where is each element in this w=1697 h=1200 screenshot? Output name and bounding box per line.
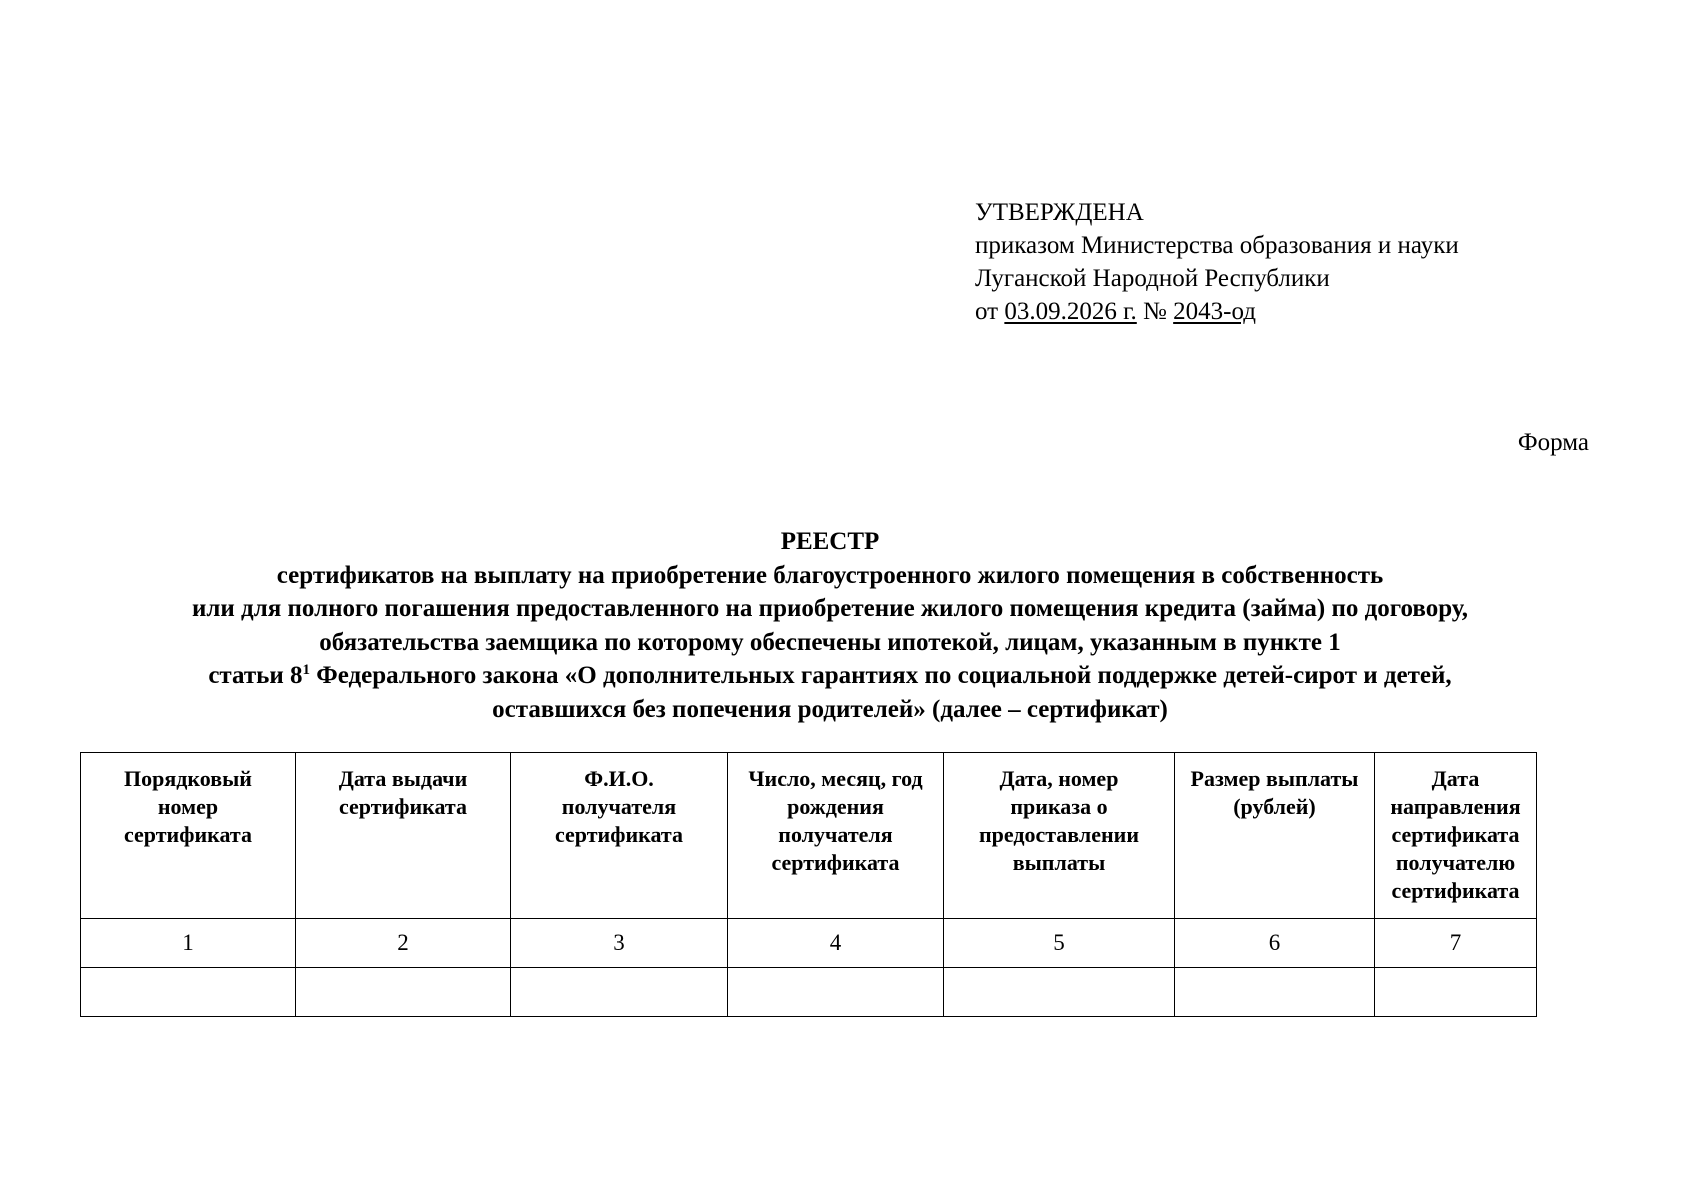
empty-cell: [511, 968, 728, 1017]
number-prefix: №: [1136, 298, 1174, 325]
header-cell-3: Ф.И.О. получателя сертификата: [511, 753, 728, 919]
registry-table: [80, 752, 1537, 1017]
order-date: 03.09.2026 г.: [1004, 298, 1137, 325]
document-heading: [60, 525, 1600, 726]
approval-title: УТВЕРЖДЕНА: [975, 199, 1144, 226]
empty-cell: [1375, 968, 1537, 1017]
date-prefix: от: [975, 298, 1005, 325]
article-superscript: 1: [302, 662, 311, 678]
header-cell-6: Размер выплаты (рублей): [1175, 753, 1375, 919]
heading-line-4-end: Федерального закона «О дополнительных гарантиях по социальной поддержке детей-сирот и детей,: [310, 662, 1452, 689]
heading-title: РЕЕСТР: [780, 528, 880, 555]
column-number-cell: 6: [1175, 919, 1375, 968]
column-number-cell: 5: [944, 919, 1175, 968]
empty-cell: [296, 968, 511, 1017]
column-number-cell: 1: [81, 919, 296, 968]
heading-line-2: или для полного погашения предоставленного на приобретение жилого помещения кредита (займа) по договору,: [191, 595, 1469, 622]
empty-cell: [1175, 968, 1375, 1017]
column-number-cell: 2: [296, 919, 511, 968]
table-header-row: [81, 753, 1537, 919]
column-number-cell: 7: [1375, 919, 1537, 968]
table-row: [81, 968, 1537, 1017]
heading-line-1: сертификатов на выплату на приобретение благоустроенного жилого помещения в собственность: [276, 561, 1384, 589]
header-cell-5: Дата, номер приказа о предоставлении выплаты: [944, 753, 1175, 919]
approval-date-line: [975, 295, 1459, 328]
column-number-cell: 3: [511, 919, 728, 968]
approval-block: [975, 196, 1459, 328]
heading-line-4-start: статьи 8: [208, 662, 303, 689]
empty-cell: [728, 968, 944, 1017]
order-number: 2043-од: [1173, 298, 1256, 325]
approval-issuer: приказом Министерства образования и науки: [975, 232, 1459, 259]
heading-line-4: [60, 659, 1600, 693]
header-cell-1: Порядковый номер сертификата: [81, 753, 296, 919]
header-cell-2: Дата выдачи сертификата: [296, 753, 511, 919]
approval-republic: Луганской Народной Республики: [975, 265, 1330, 292]
empty-cell: [944, 968, 1175, 1017]
empty-cell: [81, 968, 296, 1017]
column-number-cell: 4: [728, 919, 944, 968]
form-label: Форма: [1517, 429, 1589, 456]
heading-line-5: оставшихся без попечения родителей» (далее – сертификат): [492, 695, 1168, 723]
header-cell-7: Дата направления сертификата получателю сертификата: [1375, 753, 1537, 919]
column-number-row: [81, 919, 1537, 968]
heading-line-3: обязательства заемщика по которому обеспечены ипотекой, лицам, указанным в пункте 1: [319, 628, 1341, 656]
header-cell-4: Число, месяц, год рождения получателя сертификата: [728, 753, 944, 919]
